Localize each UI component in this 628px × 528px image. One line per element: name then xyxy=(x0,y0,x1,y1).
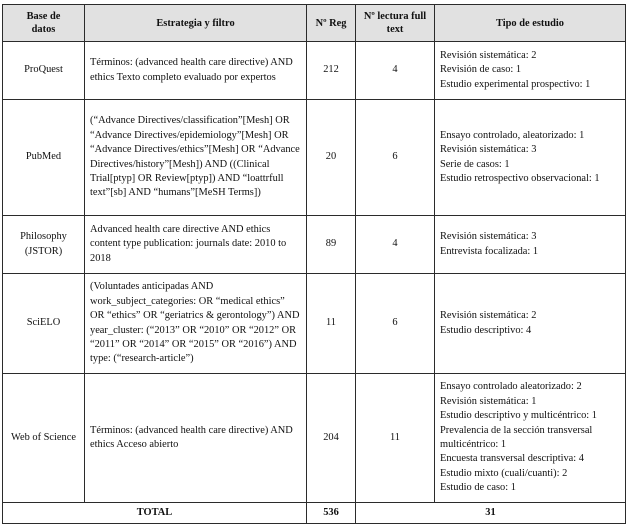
study-type-item: Encuesta transversal descriptiva: 4 xyxy=(440,453,584,465)
study-type-item: Prevalencia de la sección transversal multicéntrico: 1 xyxy=(440,424,593,450)
header-study-type: Tipo de estudio xyxy=(435,5,626,42)
strategy-cell: Advanced health care directive AND ethics content type publication: journals date: 2010 to 2018 xyxy=(85,216,307,274)
strategy-cell: Términos: (advanced health care directive) AND ethics Texto completo evaluado por expertos xyxy=(85,42,307,100)
study-type-item: Ensayo controlado aleatorizado: 2 xyxy=(440,381,582,393)
study-type-item: Estudio de caso: 1 xyxy=(440,482,516,494)
study-type-item: Revisión sistemática: 2 xyxy=(440,49,537,61)
database-cell: ProQuest xyxy=(3,42,85,100)
database-cell: Philosophy (JSTOR) xyxy=(3,216,85,274)
n-read-cell: 11 xyxy=(356,374,435,503)
study-type-item: Ensayo controlado, aleatorizado: 1 xyxy=(440,129,585,141)
study-type-item: Entrevista focalizada: 1 xyxy=(440,245,539,257)
study-types-cell xyxy=(435,374,626,503)
table-row xyxy=(3,100,626,216)
study-types-cell xyxy=(435,274,626,374)
table-row xyxy=(3,374,626,503)
n-reg-cell: 89 xyxy=(307,216,356,274)
table-row xyxy=(3,42,626,100)
study-type-item: Revisión sistemática: 3 xyxy=(440,231,537,243)
total-n-reg: 536 xyxy=(307,503,356,524)
study-type-item: Estudio experimental prospectivo: 1 xyxy=(440,78,591,90)
study-type-item: Estudio mixto (cuali/cuanti): 2 xyxy=(440,467,568,479)
search-results-table xyxy=(2,4,626,524)
n-read-cell: 6 xyxy=(356,100,435,216)
study-type-item: Estudio descriptivo: 4 xyxy=(440,324,532,336)
strategy-cell: (“Advance Directives/classification”[Mesh] OR “Advance Directives/epidemiology”[Mesh] OR “Advance Directives/ethics”[Mesh] OR “Advance Directives/history”[Mesh]) AND ((Clinical Trial[ptyp] OR Review[ptyp]) AND “loattrfull text”[sb] AND “humans”[MeSH Terms]) xyxy=(85,100,307,216)
header-database: Base de datos xyxy=(3,5,85,42)
header-n-read: Nº lectura full text xyxy=(356,5,435,42)
study-type-item: Revisión de caso: 1 xyxy=(440,64,522,76)
n-reg-cell: 204 xyxy=(307,374,356,503)
database-cell: PubMed xyxy=(3,100,85,216)
header-n-reg: Nº Reg xyxy=(307,5,356,42)
study-type-item: Estudio descriptivo y multicéntrico: 1 xyxy=(440,410,597,422)
study-type-item: Estudio retrospectivo observacional: 1 xyxy=(440,172,600,184)
table-row xyxy=(3,274,626,374)
strategy-cell: Términos: (advanced health care directive) AND ethics Acceso abierto xyxy=(85,374,307,503)
table-row xyxy=(3,216,626,274)
study-types-cell xyxy=(435,216,626,274)
strategy-cell: (Voluntades anticipadas AND work_subject_categories: OR “medical ethics” OR “ethics” OR “geriatrics & gerontology”) AND year_cluster: (“2013” OR “2010” OR “2012” OR “2011” OR “2014” OR “2015” OR “2016”) AND type: (“research-article”) xyxy=(85,274,307,374)
n-reg-cell: 11 xyxy=(307,274,356,374)
n-read-cell: 4 xyxy=(356,42,435,100)
n-reg-cell: 20 xyxy=(307,100,356,216)
study-types-cell xyxy=(435,100,626,216)
total-n-read: 31 xyxy=(356,503,626,524)
study-types-cell xyxy=(435,42,626,100)
study-type-item: Revisión sistemática: 3 xyxy=(440,144,537,156)
n-read-cell: 4 xyxy=(356,216,435,274)
n-reg-cell: 212 xyxy=(307,42,356,100)
study-type-item: Serie de casos: 1 xyxy=(440,158,510,170)
study-type-item: Revisión sistemática: 2 xyxy=(440,310,537,322)
n-read-cell: 6 xyxy=(356,274,435,374)
header-strategy: Estrategia y filtro xyxy=(85,5,307,42)
database-cell: SciELO xyxy=(3,274,85,374)
table-header-row xyxy=(3,5,626,42)
total-row xyxy=(3,503,626,524)
study-type-item: Revisión sistemática: 1 xyxy=(440,395,537,407)
total-label: TOTAL xyxy=(3,503,307,524)
database-cell: Web of Science xyxy=(3,374,85,503)
